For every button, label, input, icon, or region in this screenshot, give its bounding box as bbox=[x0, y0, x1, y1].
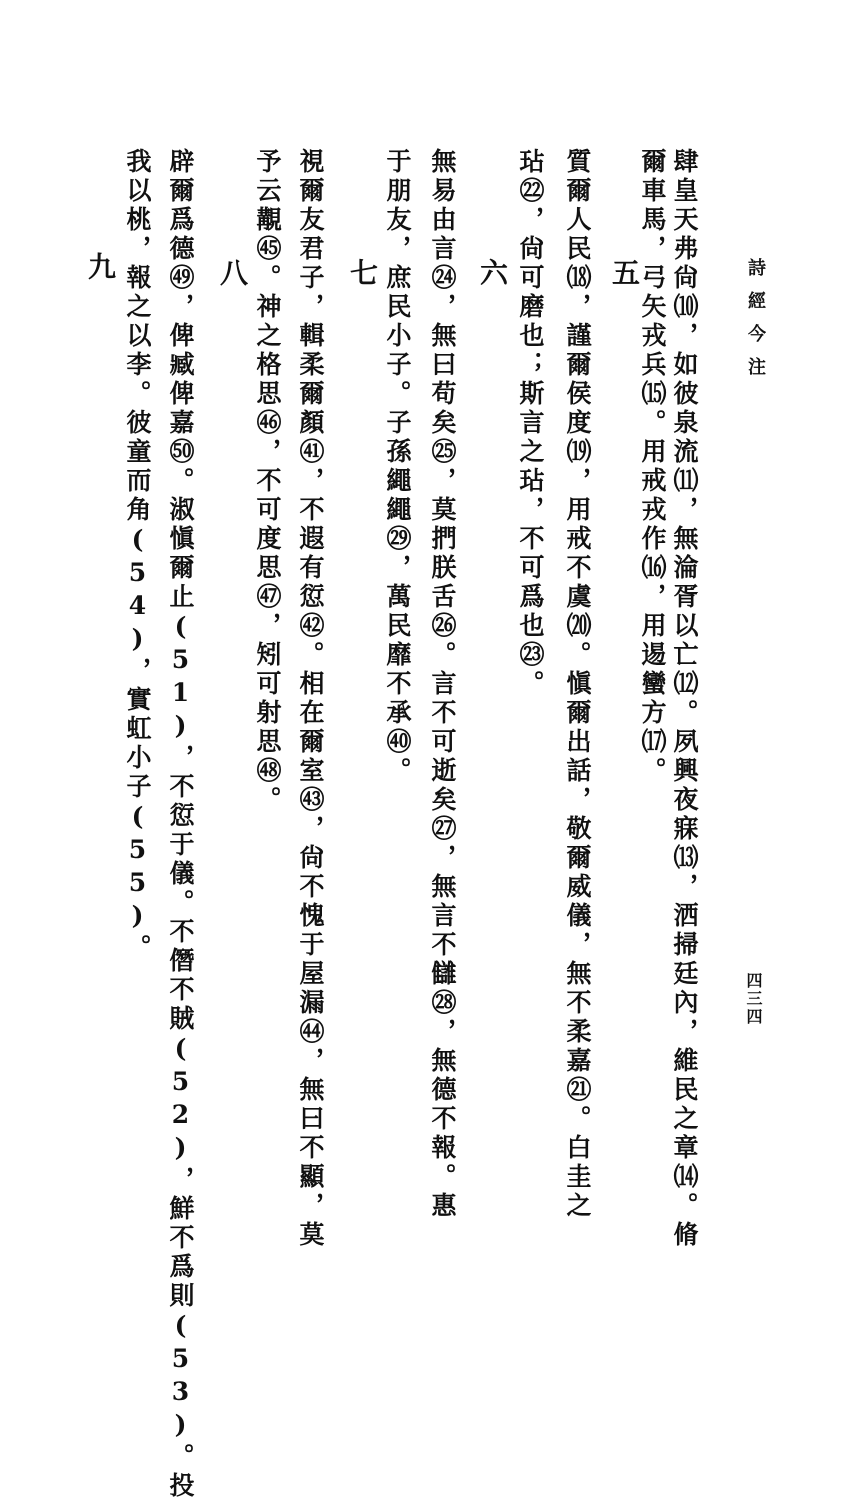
section-heading-eight: 八 bbox=[216, 258, 249, 286]
section-heading-seven: 七 bbox=[346, 258, 379, 286]
verse-column-8: 予云覯㊺。神之格思㊻，不可度思㊼，矧可射思㊽。 bbox=[253, 148, 282, 815]
verse-column-7: 視爾友君子，輯柔爾顏㊶，不遐有愆㊷。相在爾室㊸，尙不愧于屋漏㊹，無曰不顯，莫 bbox=[296, 148, 325, 1250]
verse-column-9: 辟爾爲德㊾，俾臧俾嘉㊿。淑愼爾止(51)，不愆于儀。不僭不賊(52)，鮮不爲則(53)。投 bbox=[166, 148, 195, 1501]
verse-column-2: 爾車馬，弓矢戎兵⒂。用戒戎作⒃，用逷蠻方⒄。 bbox=[638, 148, 667, 786]
verse-column-4: 玷㉒，尙可磨也；斯言之玷，不可爲也㉓。 bbox=[516, 148, 545, 699]
verse-column-6: 于朋友，庶民小子。子孫繩繩㉙，萬民靡不承㊵。 bbox=[383, 148, 412, 786]
verse-column-5: 無易由言㉔，無曰苟矣㉕，莫捫朕舌㉖。言不可逝矣㉗，無言不讎㉘，無德不報。惠 bbox=[428, 148, 457, 1221]
verse-column-1: 肆皇天弗尙⑽，如彼泉流⑾，無淪胥以亡⑿。夙興夜寐⒀，洒掃廷內，維民之章⒁。脩 bbox=[670, 148, 699, 1250]
section-heading-nine: 九 bbox=[84, 252, 117, 280]
running-header-title: 詩經今注 bbox=[745, 258, 766, 390]
verse-column-10: 我以桃，報之以李。彼童而角(54)，實虹小子(55)。 bbox=[123, 148, 152, 963]
page-number: 四三四 bbox=[744, 972, 763, 1026]
verse-column-3: 質爾人民⒅，謹爾侯度⒆，用戒不虞⒇。愼爾出話，敬爾威儀，無不柔嘉㉑。白圭之 bbox=[563, 148, 592, 1221]
section-heading-five: 五 bbox=[608, 258, 641, 286]
section-heading-six: 六 bbox=[476, 258, 509, 286]
